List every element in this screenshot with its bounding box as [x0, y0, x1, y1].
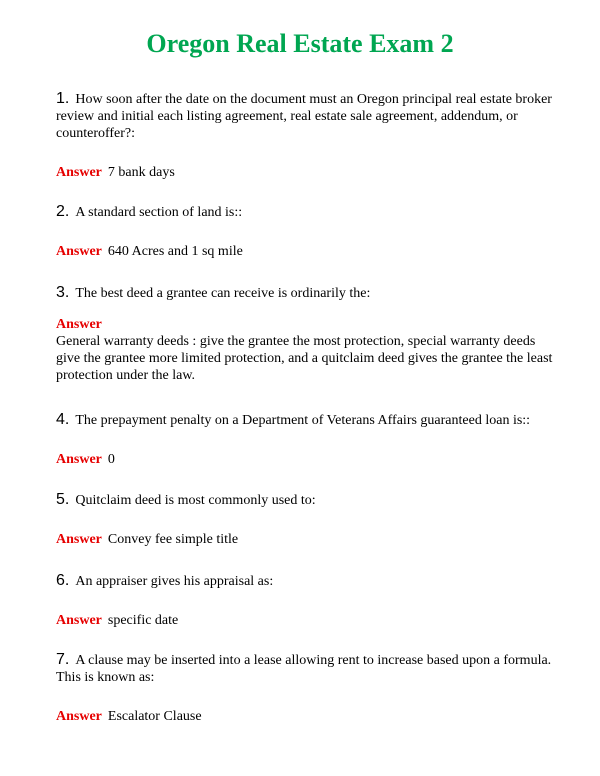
- question-number: 6.: [56, 572, 70, 589]
- answer-row: [56, 612, 556, 629]
- question-text: [56, 651, 556, 686]
- question-body: A clause may be inserted into a lease allowing rent to increase based upon a formula. This is known as:: [56, 653, 552, 685]
- answer-row: [56, 708, 556, 725]
- question-body: The prepayment penalty on a Department of Veterans Affairs guaranteed loan is::: [75, 413, 531, 428]
- answer-row: [56, 164, 556, 181]
- question-number: 1.: [56, 90, 70, 107]
- answer-label: Answer: [56, 165, 102, 180]
- question-text: [56, 411, 556, 429]
- question-body: Quitclaim deed is most commonly used to:: [75, 493, 316, 508]
- question-body: The best deed a grantee can receive is ordinarily the:: [75, 286, 371, 301]
- question-text: [56, 90, 556, 142]
- question-item-1: [56, 90, 556, 181]
- question-number: 4.: [56, 411, 70, 428]
- answer-text: specific date: [107, 613, 179, 628]
- answer-row: [56, 243, 556, 260]
- question-body: An appraiser gives his appraisal as:: [75, 574, 274, 589]
- answer-label: Answer: [56, 532, 102, 547]
- answer-label: Answer: [56, 452, 102, 467]
- answer-label: Answer: [56, 317, 102, 332]
- question-item-3: [56, 284, 556, 384]
- question-text: [56, 572, 556, 590]
- question-item-5: [56, 491, 556, 548]
- question-text: [56, 491, 556, 509]
- page-title: Oregon Real Estate Exam 2: [146, 29, 454, 58]
- answer-label: Answer: [56, 613, 102, 628]
- question-text: [56, 284, 556, 302]
- question-item-4: [56, 411, 556, 468]
- question-item-2: [56, 203, 556, 260]
- question-number: 7.: [56, 651, 70, 668]
- answer-text: General warranty deeds : give the grantee the most protection, special warranty deeds give the grantee more limited protection, and a quitclaim deed gives the grantee the least protection under the law.: [56, 334, 553, 383]
- question-number: 3.: [56, 284, 70, 301]
- answer-label: Answer: [56, 709, 102, 724]
- answer-row: [56, 531, 556, 548]
- question-text: [56, 203, 556, 221]
- answer-row: [56, 451, 556, 468]
- answer-text: Escalator Clause: [107, 709, 202, 724]
- answer-row: [56, 316, 556, 384]
- question-number: 5.: [56, 491, 70, 508]
- answer-label: Answer: [56, 244, 102, 259]
- question-body: How soon after the date on the document must an Oregon principal real estate broker review and initial each listing agreement, real estate sale agreement, addendum, or counteroffer?:: [56, 92, 552, 141]
- question-item-7: [56, 651, 556, 725]
- question-body: A standard section of land is::: [75, 205, 243, 220]
- question-number: 2.: [56, 203, 70, 220]
- question-item-6: [56, 572, 556, 629]
- answer-text: 0: [107, 452, 115, 467]
- answer-text: 7 bank days: [107, 165, 175, 180]
- answer-text: Convey fee simple title: [107, 532, 239, 547]
- answer-text: 640 Acres and 1 sq mile: [107, 244, 243, 259]
